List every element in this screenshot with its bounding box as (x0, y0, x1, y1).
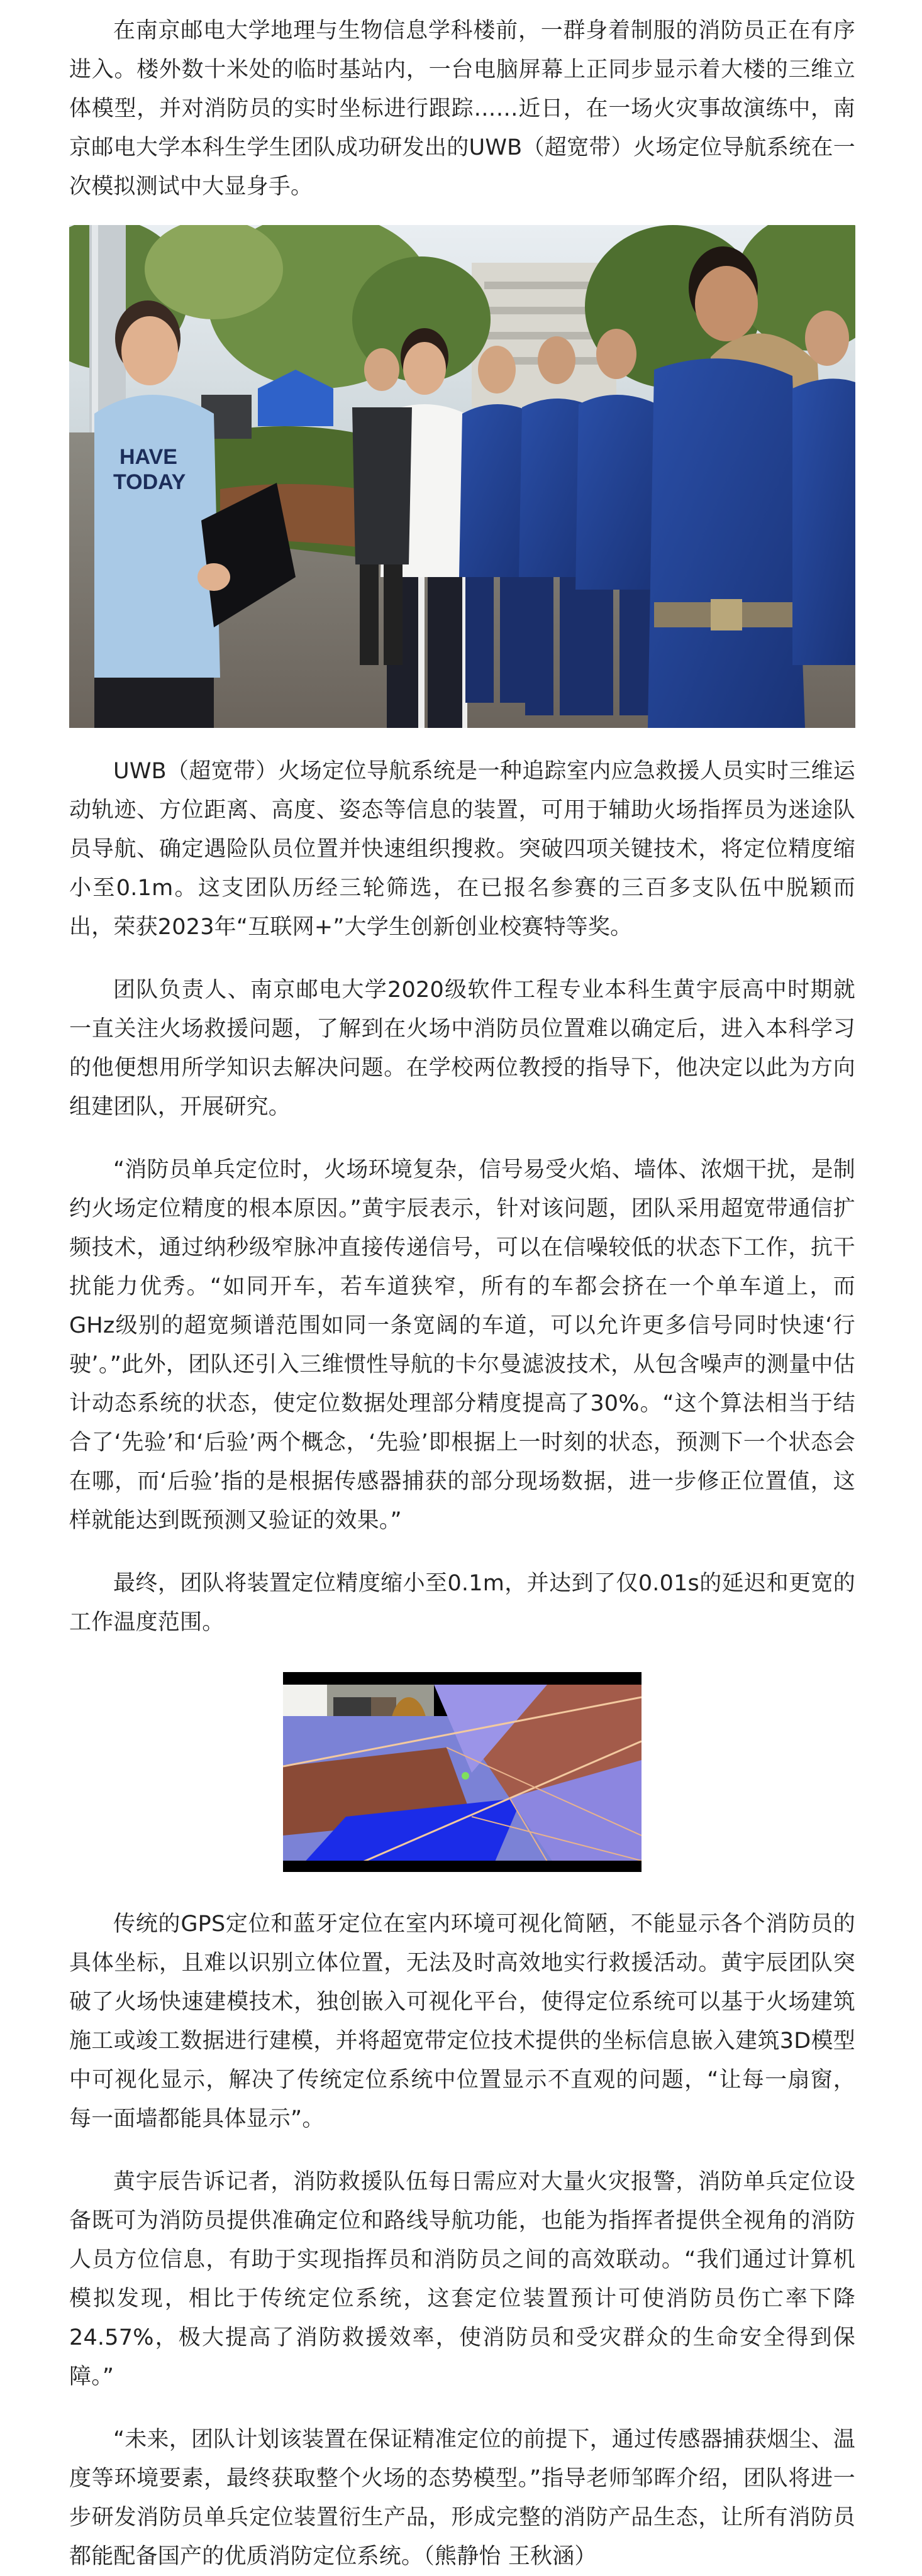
3d-model-screenshot (283, 1672, 642, 1872)
tshirt-print-line2: TODAY (113, 470, 186, 494)
paragraph-system-intro: UWB（超宽带）火场定位导航系统是一种追踪室内应急救援人员实时三维运动轨迹、方位距离、高度、姿态等信息的装置，可用于辅助火场指挥员为迷途队员导航、确定遇险队员位置并快速组织搜救。突破四项关键技术，将定位精度缩小至0.1m。这支团队历经三轮筛选，在已报名参赛的三百多支队伍中脱颖而出，荣获2023年“互联网+”大学生创新创业校赛特等奖。 (69, 759, 855, 940)
paragraph-future: “未来，团队计划该装置在保证精准定位的前提下，通过传感器捕获烟尘、温度等环境要素，最终获取整个火场的态势模型。”指导老师邹晖介绍，团队将进一步研发消防员单兵定位装置衍生产品，形成完整的消防产品生态，让所有消防员都能配备国产的优质消防定位系统。（熊静怡 王秋涵） (69, 2427, 855, 2569)
paragraph-result: 最终，团队将装置定位精度缩小至0.1m，并达到了仅0.01s的延迟和更宽的工作温度范围。 (69, 1571, 855, 1635)
paragraph-intro: 在南京邮电大学地理与生物信息学科楼前，一群身着制服的消防员正在有序进入。楼外数十米处的临时基站内，一台电脑屏幕上正同步显示着大楼的三维立体模型，并对消防员的实时坐标进行跟踪……近日，在一场火灾事故演练中，南京邮电大学本科生学生团队成功研发出的UWB（超宽带）火场定位导航系统在一次模拟测试中大显身手。 (69, 18, 855, 199)
paragraph-technology: “消防员单兵定位时，火场环境复杂，信号易受火焰、墙体、浓烟干扰，是制约火场定位精度的根本原因。”黄宇辰表示，针对该问题，团队采用超宽带通信扩频技术，通过纳秒级窄脉冲直接传递信号，可以在信噪较低的状态下工作，抗干扰能力优秀。“如同开车，若车道狭窄，所有的车都会挤在一个单车道上，而GHz级别的超宽频谱范围如同一条宽阔的车道，可以允许更多信号同时快速‘行驶’。”此外，团队还引入三维惯性导航的卡尔曼滤波技术，从包含噪声的测量中估计动态系统的状态，使定位数据处理部分精度提高了30%。“这个算法相当于结合了‘先验’和‘后验’两个概念，‘先验’即根据上一时刻的状态，预测下一个状态会在哪，而‘后验’指的是根据传感器捕获的部分现场数据，进一步修正位置值，这样就能达到既预测又验证的效果。” (69, 1157, 855, 1533)
paragraph-visualization: 传统的GPS定位和蓝牙定位在室内环境可视化简陋，不能显示各个消防员的具体坐标，且难以识别立体位置，无法及时高效地实行救援活动。黄宇辰团队突破了火场快速建模技术，独创嵌入可视化平台，使得定位系统可以基于火场建筑施工或竣工数据进行建模，并将超宽带定位技术提供的坐标信息嵌入建筑3D模型中可视化显示，解决了传统定位系统中位置显示不直观的问题，“让每一扇窗，每一面墙都能具体显示”。 (69, 1912, 855, 2132)
tshirt-print-line1: HAVE (119, 445, 177, 469)
news-photo-firefighters (69, 225, 855, 728)
firefighter-position-marker (462, 1772, 469, 1780)
article-body (69, 0, 855, 2576)
paragraph-impact: 黄宇辰告诉记者，消防救援队伍每日需应对大量火灾报警，消防单兵定位设备既可为消防员提供准确定位和路线导航功能，也能为指挥者提供全视角的消防人员方位信息，有助于实现指挥员和消防员之间的高效联动。“我们通过计算机模拟发现，相比于传统定位系统，这套定位装置预计可使消防员伤亡率下降24.57%，极大提高了消防救援效率，使消防员和受灾群众的生命安全得到保障。” (69, 2169, 855, 2389)
paragraph-team-leader: 团队负责人、南京邮电大学2020级软件工程专业本科生黄宇辰高中时期就一直关注火场救援问题，了解到在火场中消防员位置难以确定后，进入本科学习的他便想用所学知识去解决问题。在学校两位教授的指导下，他决定以此为方向组建团队，开展研究。 (69, 977, 855, 1120)
